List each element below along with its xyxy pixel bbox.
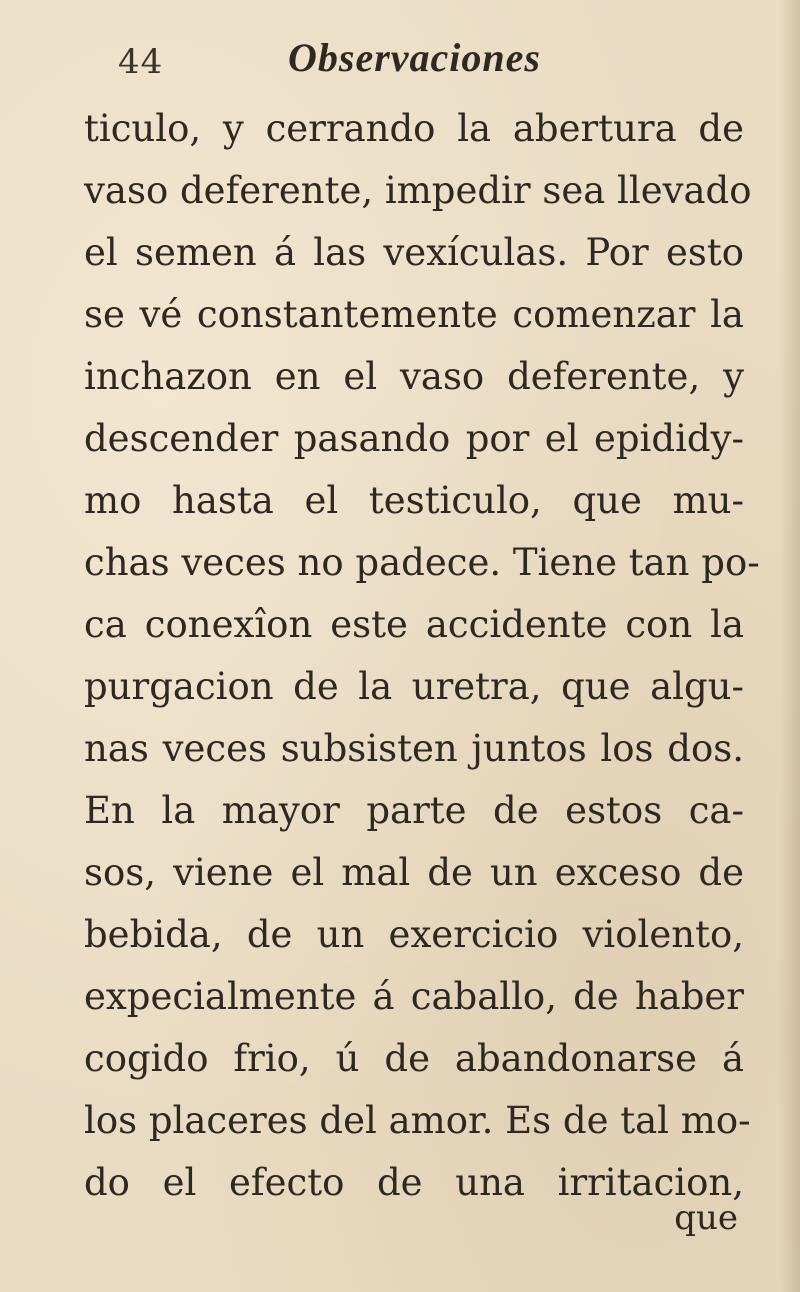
- running-title: Observaciones: [288, 35, 541, 80]
- text-line: los placeres del amor. Es de tal mo-: [84, 1099, 751, 1142]
- text-line: bebida, de un exercicio violento,: [84, 913, 744, 956]
- text-line: chas veces no padece. Tiene tan po-: [84, 541, 760, 584]
- text-line: cogido frio, ú de abandonarse á: [84, 1037, 744, 1080]
- page-footer: [84, 1198, 744, 1248]
- text-line: descender pasando por el epididy-: [84, 417, 744, 460]
- text-line: ca conexîon este accidente con la: [84, 603, 744, 646]
- page-number: 44: [118, 42, 164, 82]
- text-line: mo hasta el testiculo, que mu-: [84, 479, 744, 522]
- text-line: expecialmente á caballo, de haber: [84, 975, 744, 1018]
- catchword: que: [674, 1198, 738, 1238]
- text-line: se vé constantemente comenzar la: [84, 293, 744, 336]
- body-text: [84, 98, 760, 1214]
- text-line: purgacion de la uretra, que algu-: [84, 665, 744, 708]
- text-line: sos, viene el mal de un exceso de: [84, 851, 744, 894]
- text-line: ticulo, y cerrando la abertura de: [84, 107, 744, 150]
- text-line: do el efecto de una irritacion,: [84, 1161, 744, 1204]
- page-edge-shadow: [780, 0, 800, 1292]
- text-line: En la mayor parte de estos ca-: [84, 789, 744, 832]
- text-line: nas veces subsisten juntos los dos.: [84, 727, 744, 770]
- page-header: [0, 34, 800, 94]
- text-line: inchazon en el vaso deferente, y: [84, 355, 744, 398]
- text-line: el semen á las vexículas. Por esto: [84, 231, 744, 274]
- text-line: vaso deferente, impedir sea llevado: [84, 169, 752, 212]
